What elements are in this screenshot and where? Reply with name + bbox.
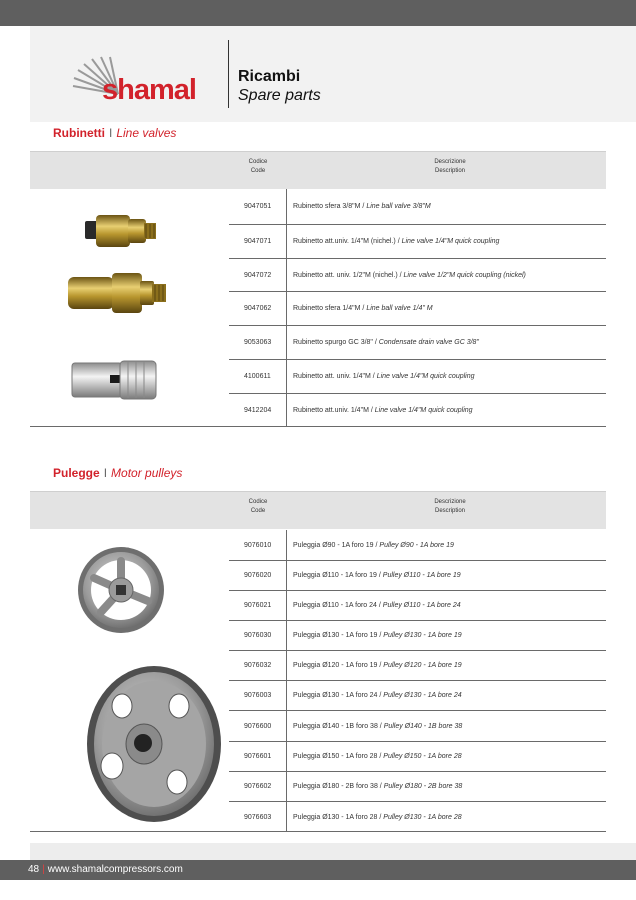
row-description: Puleggia Ø110 - 1A foro 19 / Pulley Ø110 - 1A bore 19 (293, 572, 461, 579)
row-description: Rubinetto att.univ. 1/4"M / Line valve 1/4"M quick coupling (293, 407, 473, 414)
column-header-code (230, 158, 286, 176)
row-description: Puleggia Ø120 - 1A foro 19 / Pulley Ø120 - 1A bore 19 (293, 662, 462, 669)
table-row (229, 591, 606, 621)
row-description-en: Line ball valve 3/8"M (366, 203, 431, 210)
row-description: Puleggia Ø110 - 1A foro 24 / Pulley Ø110 - 1A bore 24 (293, 602, 461, 609)
section-title-en: Motor pulleys (111, 466, 183, 480)
brass-quick-coupling-icon (68, 273, 166, 313)
column-header-code (230, 498, 286, 516)
table-row (229, 394, 606, 427)
table-row (229, 772, 606, 802)
table-rows (229, 530, 606, 832)
motor-pulley-images (30, 530, 229, 832)
row-description: Puleggia Ø130 - 1A foro 28 / Pulley Ø130 - 1A bore 28 (293, 813, 462, 821)
row-description-it: Rubinetto att.univ. 1/4"M (293, 407, 369, 414)
page-subtitle: Spare parts (238, 87, 321, 104)
row-description: Puleggia Ø130 - 1A foro 24 / Pulley Ø130 - 1A bore 24 (293, 692, 462, 699)
shamal-logo (70, 56, 220, 110)
section-title-en: Line valves (116, 126, 177, 140)
table-row (229, 189, 606, 225)
holed-pulley-icon (87, 666, 221, 822)
row-description-en: Line valve 1/4"M quick coupling (374, 407, 473, 414)
section-title-it: Rubinetti (53, 126, 105, 140)
row-description-en: Pulley Ø130 - 1A bore 24 (383, 692, 462, 699)
section-title-motor-pulleys (53, 466, 182, 480)
row-code: 9412204 (229, 394, 287, 427)
row-description-en: Condensate drain valve GC 3/8" (378, 339, 479, 346)
row-description-en: Pulley Ø90 - 1A bore 19 (379, 541, 454, 549)
row-code: 9047051 (229, 189, 287, 224)
table-row (229, 621, 606, 651)
table-rows (229, 189, 606, 427)
row-description-en: Pulley Ø130 - 1A bore 19 (383, 632, 462, 639)
row-description-en: Line valve 1/4"M quick coupling (376, 373, 475, 380)
row-description-en: Pulley Ø130 - 1A bore 28 (383, 813, 462, 821)
row-description-it: Puleggia Ø90 - 1A foro 19 (293, 541, 374, 549)
table-row (229, 225, 606, 259)
section-title-it: Pulegge (53, 466, 100, 480)
row-description-en: Pulley Ø180 - 2B bore 38 (383, 783, 463, 790)
row-description: Puleggia Ø90 - 1A foro 19 / Pulley Ø90 - 1A bore 19 (293, 541, 454, 549)
row-code: 9076030 (229, 621, 287, 650)
footer-divider: | (42, 864, 45, 875)
row-description-en: Pulley Ø110 - 1A bore 24 (382, 602, 461, 609)
table-row (229, 802, 606, 832)
table-row (229, 742, 606, 772)
row-description: Puleggia Ø180 - 2B foro 38 / Pulley Ø180 - 2B bore 38 (293, 783, 463, 790)
row-description: Rubinetto att. univ. 1/4"M / Line valve 1/4"M quick coupling (293, 373, 475, 380)
row-code: 9076603 (229, 802, 287, 832)
column-header-code-en: Code (250, 168, 266, 174)
column-header-description-en: Description (434, 168, 465, 174)
table-row (229, 681, 606, 711)
table-row (229, 326, 606, 360)
column-header-description (400, 158, 500, 176)
section-title-separator: I (103, 466, 108, 480)
row-code: 9076010 (229, 530, 287, 560)
column-header-code-en: Code (250, 508, 266, 514)
row-description: Puleggia Ø140 - 1B foro 38 / Pulley Ø140 - 1B bore 38 (293, 722, 463, 730)
row-description-it: Puleggia Ø130 - 1A foro 19 (293, 632, 378, 639)
row-description-en: Pulley Ø150 - 1A bore 28 (383, 753, 462, 760)
brass-ball-valve-icon (85, 215, 156, 247)
row-description: Rubinetto spurgo GC 3/8" / Condensate drain valve GC 3/8" (293, 339, 479, 346)
website-link[interactable]: www.shamalcompressors.com (47, 864, 183, 875)
row-code: 9076601 (229, 742, 287, 771)
row-description-it: Rubinetto att. univ. 1/2"M (nichel.) (293, 271, 398, 279)
motor-pulley-photo (30, 530, 229, 832)
row-description-it: Puleggia Ø110 - 1A foro 19 (293, 572, 377, 579)
row-description-en: Pulley Ø120 - 1A bore 19 (383, 662, 462, 669)
footer (0, 860, 636, 880)
row-description-en: Line valve 1/2"M quick coupling (nickel) (403, 271, 526, 279)
row-description-it: Puleggia Ø130 - 1A foro 24 (293, 692, 378, 699)
row-description: Rubinetto att. univ. 1/2"M (nichel.) / Line valve 1/2"M quick coupling (nickel) (293, 271, 526, 279)
header-divider (228, 40, 229, 108)
row-description-en: Pulley Ø110 - 1A bore 19 (382, 572, 461, 579)
table-header (30, 151, 606, 189)
row-description-it: Puleggia Ø180 - 2B foro 38 (293, 783, 378, 790)
row-description-it: Puleggia Ø150 - 1A foro 28 (293, 753, 378, 760)
footer-text (28, 864, 183, 875)
spoked-pulley-icon (78, 547, 164, 633)
footer-band (30, 843, 636, 860)
table-row (229, 292, 606, 326)
brand-name: shamal (102, 74, 196, 106)
row-code: 9047062 (229, 292, 287, 325)
row-code: 9076602 (229, 772, 287, 801)
row-description-it: Rubinetto sfera 1/4"M (293, 305, 361, 312)
row-description-it: Rubinetto spurgo GC 3/8" (293, 339, 373, 346)
row-description: Puleggia Ø130 - 1A foro 19 / Pulley Ø130 - 1A bore 19 (293, 632, 462, 639)
row-description-en: Line valve 1/4"M quick coupling (401, 238, 500, 245)
row-description: Rubinetto sfera 1/4"M / Line ball valve 1/4" M (293, 305, 433, 312)
line-valve-images (30, 189, 229, 427)
page-title: Ricambi (238, 68, 301, 85)
top-bar (0, 0, 636, 26)
row-description-en: Pulley Ø140 - 1B bore 38 (383, 722, 463, 730)
row-code: 9047072 (229, 259, 287, 291)
section-title-line-valves (53, 126, 176, 140)
row-description-it: Puleggia Ø140 - 1B foro 38 (293, 722, 378, 730)
row-description-it: Puleggia Ø120 - 1A foro 19 (293, 662, 378, 669)
row-description-it: Puleggia Ø110 - 1A foro 24 (293, 602, 377, 609)
row-description-it: Rubinetto sfera 3/8"M (293, 203, 361, 210)
column-header-description-it: Descrizione (434, 159, 466, 165)
column-header-description-en: Description (434, 508, 465, 514)
row-code: 9047071 (229, 225, 287, 258)
line-valve-photo (30, 189, 229, 427)
row-description-en: Line ball valve 1/4" M (366, 305, 433, 312)
page-number: 48 (28, 864, 40, 875)
row-code: 9076600 (229, 711, 287, 741)
row-code: 9053063 (229, 326, 287, 359)
column-header-description (400, 498, 500, 516)
row-code: 9076003 (229, 681, 287, 710)
table-row (229, 651, 606, 681)
table-row (229, 360, 606, 394)
row-code: 9076020 (229, 561, 287, 590)
row-description-it: Rubinetto att. univ. 1/4"M (293, 373, 371, 380)
column-header-code-it: Codice (248, 159, 268, 165)
row-description: Puleggia Ø150 - 1A foro 28 / Pulley Ø150 - 1A bore 28 (293, 753, 462, 760)
row-code: 9076032 (229, 651, 287, 680)
chrome-ball-valve-icon (72, 361, 156, 399)
column-header-code-it: Codice (248, 499, 268, 505)
table-row (229, 530, 606, 561)
table-row (229, 259, 606, 292)
row-description-it: Rubinetto att.univ. 1/4"M (nichel.) (293, 238, 396, 245)
row-description: Rubinetto sfera 3/8"M / Line ball valve 3/8"M (293, 203, 431, 210)
section-title-separator: I (109, 126, 113, 140)
table-header (30, 491, 606, 529)
row-description-it: Puleggia Ø130 - 1A foro 28 (293, 813, 378, 821)
column-header-description-it: Descrizione (434, 499, 466, 505)
row-code: 9076021 (229, 591, 287, 620)
table-row (229, 711, 606, 742)
row-code: 4100611 (229, 360, 287, 393)
row-description: Rubinetto att.univ. 1/4"M (nichel.) / Line valve 1/4"M quick coupling (293, 238, 500, 245)
table-row (229, 561, 606, 591)
